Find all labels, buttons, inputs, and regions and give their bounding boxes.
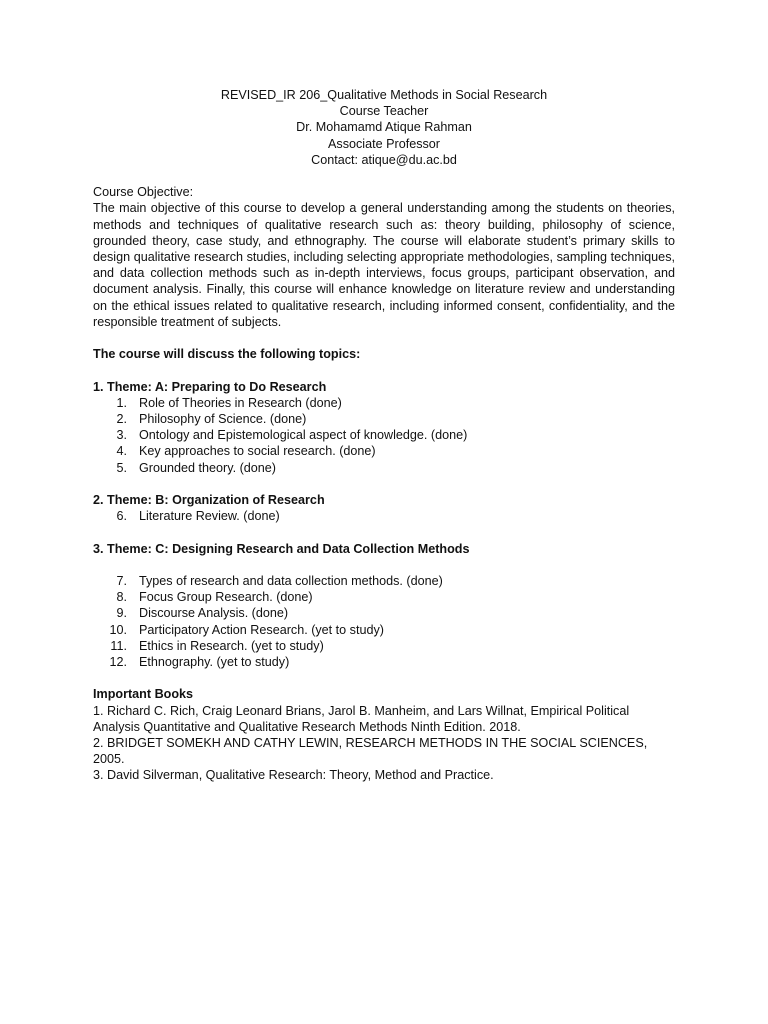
spacer — [93, 557, 675, 573]
item-number: 11. — [110, 638, 127, 653]
theme-title: 3. Theme: C: Designing Research and Data Collection Methods — [93, 541, 470, 556]
list-item — [93, 654, 675, 670]
document-header — [93, 87, 675, 168]
books-section — [93, 686, 675, 783]
item-text: Literature Review. (done) — [139, 509, 280, 524]
topic-list — [93, 508, 675, 524]
list-item — [93, 605, 675, 621]
item-text: Ethnography. (yet to study) — [139, 655, 290, 670]
teacher-role: Course Teacher — [339, 104, 429, 119]
item-number: 1. — [116, 395, 127, 410]
theme-title: 2. Theme: B: Organization of Research — [93, 493, 325, 508]
topic-list — [93, 573, 675, 670]
objective-body: The main objective of this course to develop a general understanding among the students on theories, methods and techniques of qualitative research such as: theory building, philosophy of science, grounded theory, case study, and ethnography. The course will elaborate student’s primary skills to design qualitative research studies, including selecting appropriate methodologies, sampling techniques, and data collection methods such as in-depth interviews, focus groups, participant observation, and document analysis. Finally, this course will enhance knowledge on literature review and understanding on the ethical issues related to qualitative research, including informed consent, confidentiality, and the responsible treatment of subjects. — [93, 201, 675, 329]
item-text: Ethics in Research. (yet to study) — [139, 638, 324, 653]
item-text: Participatory Action Research. (yet to study) — [139, 622, 384, 637]
course-title: REVISED_IR 206_Qualitative Methods in Social Research — [220, 88, 548, 102]
topics-intro: The course will discuss the following topics: — [93, 347, 361, 362]
list-item — [93, 427, 675, 443]
item-text: Focus Group Research. (done) — [139, 590, 313, 605]
book-entry: 3. David Silverman, Qualitative Research: Theory, Method and Practice. — [93, 768, 494, 783]
list-item — [93, 411, 675, 427]
item-number: 2. — [116, 412, 127, 427]
item-number: 6. — [116, 509, 127, 524]
spacer — [93, 476, 675, 492]
item-number: 5. — [116, 460, 127, 475]
list-item — [93, 460, 675, 476]
theme-section-b — [93, 492, 675, 524]
list-item — [93, 622, 675, 638]
item-number: 4. — [116, 444, 127, 459]
item-text: Discourse Analysis. (done) — [139, 606, 289, 621]
spacer — [93, 168, 675, 184]
book-entry: 1. Richard C. Rich, Craig Leonard Brians, Jarol B. Manheim, and Lars Willnat, Empirical Political Analysis Quantitative and Qualitative Research Methods Ninth Edition. 2018. — [93, 703, 630, 734]
teacher-name: Dr. Mohamamd Atique Rahman — [296, 120, 472, 135]
item-text: Key approaches to social research. (done) — [139, 444, 376, 459]
spacer — [93, 670, 675, 686]
theme-title: 1. Theme: A: Preparing to Do Research — [93, 379, 327, 394]
item-number: 7. — [116, 574, 127, 588]
list-item — [93, 573, 675, 589]
spacer — [93, 524, 675, 540]
teacher-designation: Associate Professor — [328, 136, 440, 151]
list-item — [93, 508, 675, 524]
spacer — [93, 330, 675, 346]
item-text: Role of Theories in Research (done) — [139, 395, 342, 410]
item-text: Ontology and Epistemological aspect of knowledge. (done) — [139, 428, 468, 443]
item-number: 9. — [116, 606, 127, 621]
teacher-contact: Contact: atique@du.ac.bd — [311, 152, 457, 167]
item-text: Grounded theory. (done) — [139, 460, 276, 475]
item-text: Types of research and data collection methods. (done) — [139, 574, 443, 588]
book-entry: 2. BRIDGET SOMEKH AND CATHY LEWIN, RESEARCH METHODS IN THE SOCIAL SCIENCES, 2005. — [93, 736, 648, 767]
objective-heading: Course Objective: — [93, 185, 194, 200]
item-number: 12. — [109, 655, 127, 670]
theme-section-a — [93, 379, 675, 476]
books-heading: Important Books — [93, 687, 194, 702]
list-item — [93, 638, 675, 654]
item-number: 10. — [109, 622, 127, 637]
list-item — [93, 589, 675, 605]
item-text: Philosophy of Science. (done) — [139, 412, 307, 427]
topic-list — [93, 395, 675, 476]
item-number: 8. — [116, 590, 127, 605]
list-item — [93, 395, 675, 411]
spacer — [93, 362, 675, 378]
item-number: 3. — [116, 428, 127, 443]
list-item — [93, 443, 675, 459]
document-content — [93, 87, 675, 784]
theme-section-c — [93, 541, 675, 671]
